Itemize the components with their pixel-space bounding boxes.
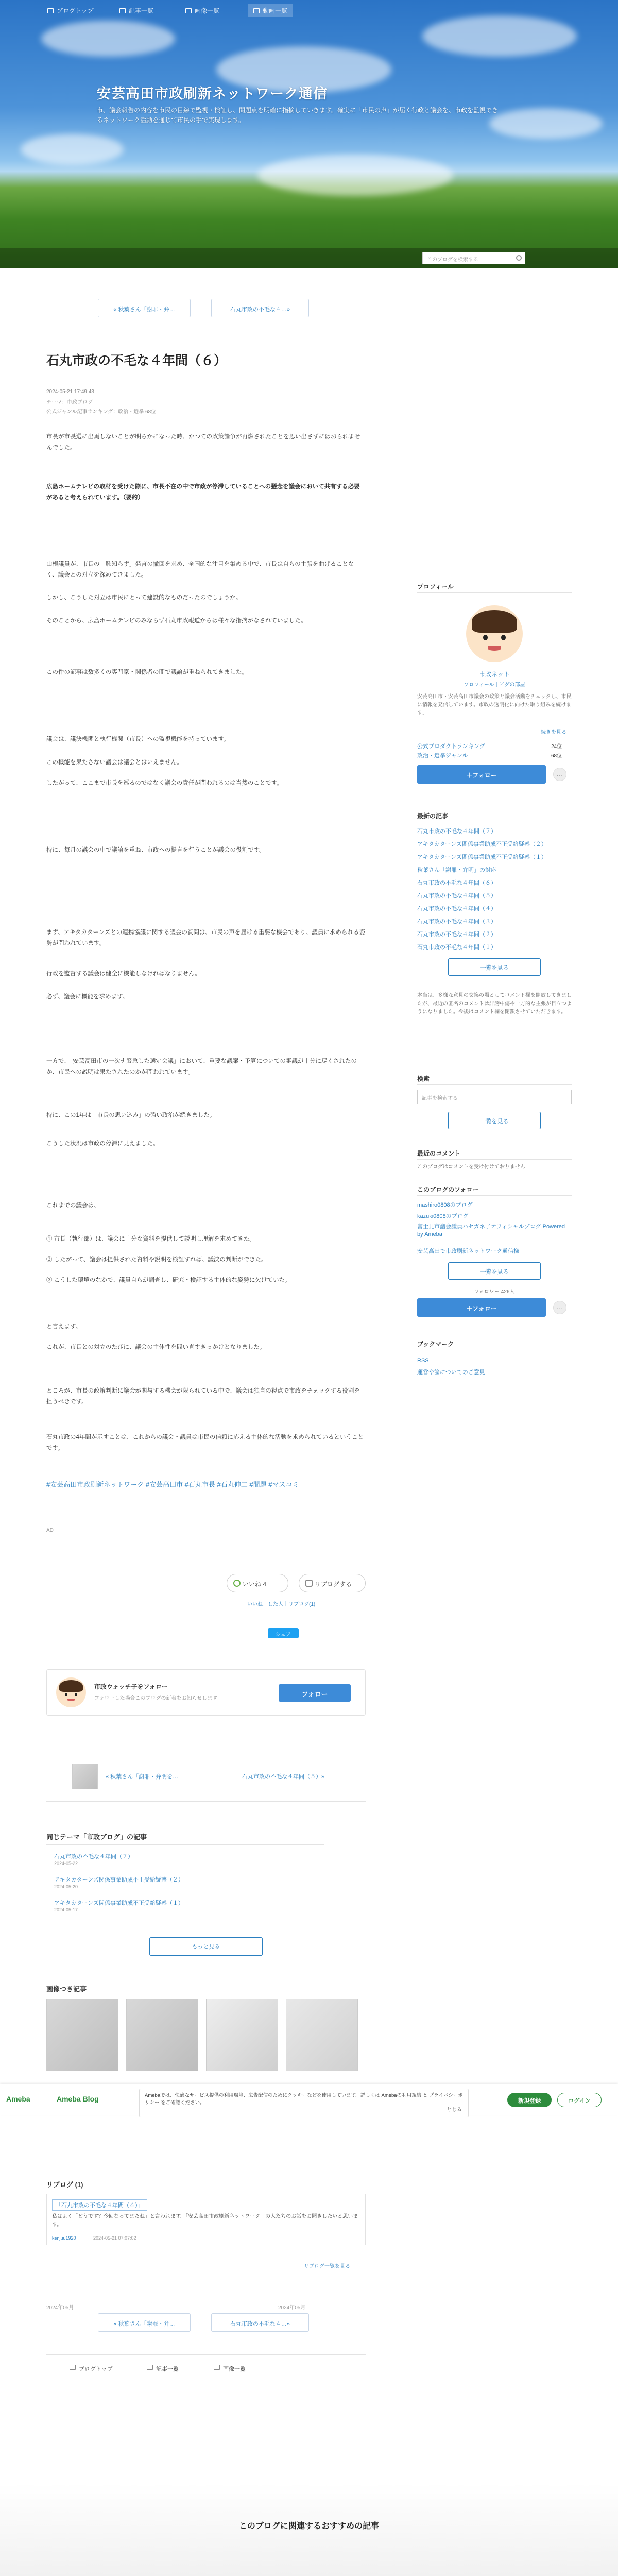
profile-avatar[interactable] [466,605,523,662]
next-article-button-bottom[interactable]: 石丸市政の不毛な４…» [211,2313,309,2332]
comment-notice: 本当は、多様な意見の交換の場としてコメント欄を開放してきましたが、最近の匿名のコメントは誹謗中傷や一方的な主張が目立つようになりました。今後はコメント欄を閉鎖させていただきます。 [417,993,572,1015]
follow-button[interactable]: フォロー [279,1684,351,1702]
article-paragraph: まず、アキタカターンズとの連携協議に関する議会の質問は、市民の声を届ける重要な機会であり、議員に求められる姿勢が問われています。 [46,929,365,947]
ranking-value: 24位 [551,744,562,750]
recommend-heading: このブログに関連するおすすめの記事 [238,2522,380,2531]
article-date: 2024-05-21 17:49:43 [46,389,94,395]
article-paragraph: ところが、市長の政策判断に議会が関与する機会が限られている中で、議会は独自の視点で市政をチェックする役割を担うべきです。 [46,1388,360,1405]
article-paragraph: 必ず、議会に機能を求めます。 [46,994,129,1000]
image-thumbnail[interactable] [46,1999,118,2071]
ranking-label[interactable]: 政治・選挙ジャンル [417,753,468,759]
related-item[interactable]: アキタカターンズ関係事業助成不正受給疑惑（１） [54,1900,184,1906]
article-paragraph: 特に、毎月の議会の中で議論を重ね、市政への提言を行うことが議会の役割です。 [46,847,265,853]
article-list-item: ① 市長（執行部）は、議会に十分な資料を提供して説明し理解を求めてきた。 [46,1236,255,1242]
article-paragraph: 石丸市政の4年間が示すことは、これからの議会・議員は市民の信頼に応える主体的な活動を求められているということです。 [46,1434,364,1452]
search-heading: 検索 [417,1075,430,1082]
article-paragraph: 議会は、議決機関と執行機関（市長）への監視機能を持っています。 [46,736,230,742]
bottom-nav-article-list[interactable]: 記事一覧 [147,2365,179,2373]
ranking-label[interactable]: 公式プロダクトランキング [417,743,485,750]
follow-list-heading: このブログのフォロー [417,1186,479,1193]
article-paragraph: 特に、この1年は「市長の思い込み」の強い政治が続きました。 [46,1112,216,1118]
article-paragraph: そのことから、広島ホームテレビのみならず石丸市政報道からは様々な指摘がなされていました。 [46,618,307,624]
related-item[interactable]: 石丸市政の不毛な４年間（７） [54,1854,133,1860]
article-list-item: ③ こうした環境のなかで、議員自らが調査し、研究・検証する主体的な姿勢に欠けていた。 [46,1277,291,1283]
article-paragraph: これまでの議会は、 [46,1202,100,1209]
bookmark-heading: ブックマーク [417,1341,454,1348]
reblog-item-author[interactable]: kenjuu1920 [52,2235,76,2241]
recent-article-link[interactable]: 石丸市政の不毛な４年間（２） [417,931,496,938]
related-more-button[interactable]: もっと見る [149,1937,263,1956]
follower-count: フォロワー 426人 [474,1289,515,1295]
prev-article-button-bottom[interactable]: « 秋葉さん「謝罪・弁… [98,2313,191,2332]
next-article-link[interactable]: 石丸市政の不毛な４年間（５）» [242,1774,325,1780]
follow-list-item[interactable]: mashiro0808のブログ [417,1202,473,1208]
recent-article-link[interactable]: アキタカターンズ関係事業助成不正受給疑惑（２） [417,841,547,848]
list-icon [119,8,126,13]
rss-link[interactable]: RSS [417,1358,429,1364]
home-icon [47,8,54,13]
blog-header [0,0,618,268]
reblog-icon [305,1580,313,1587]
like-reblog-links[interactable]: いいね！した人｜リブログ(1) [247,1602,316,1607]
more-options-button[interactable]: … [553,768,566,781]
recent-article-link[interactable]: 石丸市政の不毛な４年間（５） [417,893,496,899]
related-date: 2024-05-20 [54,1884,78,1889]
search-icon [516,255,522,261]
ad-label: AD [46,1528,54,1533]
reblog-item-text: 私はよく「どうです？今回なってまたね」と言われます。「安芸高田市政刷新ネットワーク」の人たちのお話をお聞きしたいと思います。 [52,2214,358,2228]
article-paragraph: と言えます。 [46,1324,82,1330]
related-date: 2024-05-22 [54,1861,78,1866]
related-item[interactable]: アキタカターンズ関係事業助成不正受給疑惑（２） [54,1877,184,1883]
next-date: 2024年05月 [278,2305,306,2311]
article-title: 石丸市政の不毛な４年間（６） [46,353,227,368]
sidebar-follow-button-2[interactable]: ＋フォロー [417,1298,546,1317]
follow-list-item[interactable]: kazuki0808のブログ [417,1213,469,1219]
site-description: 市、議会報告の内容を市民の目線で監視・検証し、問題点を明確に指摘していきます。確実に「市民の声」が届く行政と議会を、市政を監視できるネットワーク活動を通じて市民の手で実現します。 [97,107,499,124]
more-options-button[interactable]: … [553,1301,566,1314]
nav-video-list[interactable]: 動画一覧 [248,4,293,17]
profile-name[interactable]: 市政ネット [478,671,510,678]
image-thumbnail[interactable] [206,1999,278,2071]
recent-article-link[interactable]: 石丸市政の不毛な４年間（６） [417,880,496,886]
ranking-value: 68位 [551,753,562,759]
register-button[interactable]: 新規登録 [507,2093,552,2107]
blog-nav [0,248,618,268]
site-title[interactable]: 安芸高田市政刷新ネットワーク通信 [97,86,328,101]
home-icon [70,2365,76,2370]
reblog-item-date: 2024-05-21 07:07:02 [93,2235,136,2241]
article-ranking[interactable]: 公式ジャンル記事ランキング：政治・選挙 68位 [46,409,157,415]
image-thumbnail[interactable] [126,1999,198,2071]
article-paragraph: したがって、ここまで市長を巡るのではなく議会の責任が問われるのは当然のことです。 [46,780,283,786]
cookie-close-button[interactable]: とじる [447,2107,462,2113]
bottom-nav-image-list[interactable]: 画像一覧 [214,2365,246,2373]
bottom-nav-blog-top[interactable]: ブログトップ [70,2365,113,2373]
author-avatar [56,1677,86,1707]
recent-article-link[interactable]: アキタカターンズ関係事業助成不正受給疑惑（１） [417,854,547,860]
recent-more-button[interactable]: 一覧を見る [448,958,541,976]
prev-article-button[interactable]: « 秋葉さん「謝罪・弁… [98,299,191,317]
related-heading: 同じテーマ「市政ブログ」の記事 [46,1833,147,1841]
list-icon [147,2365,153,2370]
next-article-button[interactable]: 石丸市政の不毛な４…» [211,299,309,317]
article-paragraph: この件の記事は数多くの専門家・関係者の間で議論が重ねられてきました。 [46,669,248,675]
reblog-button[interactable]: リブログする [299,1574,366,1592]
follow-list-item[interactable]: 安芸高田で市政刷新ネットワーク通信様 [417,1248,519,1255]
article-paragraph: 山根議員が、市長の「恥知らず」発言の撤回を求め、全国的な注目を集める中で、市長は自らの主張を曲げることなく、議会との対立を深めてきました。 [46,561,354,579]
image-thumbnail[interactable] [286,1999,358,2071]
like-icon [233,1580,241,1587]
search-button[interactable]: 一覧を見る [448,1112,541,1129]
images-heading: 画像つき記事 [46,1985,87,1993]
reblog-item [46,2194,366,2245]
share-button[interactable]: シェア [268,1628,299,1638]
article-paragraph: 市長が市長選に出馬しないことが明らかになった時、かつての政策論争が再燃されたことを思い出さずにはおられませんでした。 [46,434,360,451]
nav-image-list[interactable]: 画像一覧 [185,6,219,15]
article-paragraph: しかし、こうした対立は市民にとって建設的なものだったのでしょうか。 [46,595,242,601]
article-paragraph: 一方で、「安芸高田市の一次ナ緊急した選定会議」において、重要な議案・予算についての審議が十分に尽くされたのか、市民への説明は果たされたのかが問われています。 [46,1058,357,1076]
article-list-item: ② したがって、議会は提供された資料や説明を検証すれば、議決の判断ができた。 [46,1257,267,1263]
recent-article-link[interactable]: 石丸市政の不毛な４年間（３） [417,919,496,925]
follow-card-desc: フォローした場合このブログの新着をお知らせします [94,1696,218,1701]
profile-more-link[interactable]: 続きを見る [541,730,566,735]
recent-article-link[interactable]: 秋葉さん「謝罪・弁明」の対応 [417,867,496,873]
follow-list-item[interactable]: 富士見市議会議員ハセガネ子オフィシャルブログ Powered by Ameba [417,1224,565,1238]
prev-date: 2024年05月 [46,2305,74,2311]
related-date: 2024-05-17 [54,1907,78,1912]
feedback-link[interactable]: 運営や論についてのご意見 [417,1369,485,1376]
profile-links[interactable]: プロフィール｜ピグの部屋 [464,682,525,688]
cookie-notice: Amebaでは、快適なサービス提供の利用環境、広告配信のためにクッキーなどを使用しています。詳しくは Amebaの利用規約 と プライバシーポリシー をご確認ください。 とじる [139,2089,469,2117]
nav-blog-top[interactable]: ブログトップ [47,6,94,15]
recent-article-link[interactable]: 石丸市政の不毛な４年間（４） [417,906,496,912]
recent-article-link[interactable]: 石丸市政の不毛な４年間（１） [417,944,496,951]
ameba-blog-logo[interactable]: Ameba Blog [57,2095,99,2103]
ameba-logo[interactable]: Ameba [6,2095,30,2103]
image-icon [185,8,192,13]
article-theme[interactable]: テーマ：市政ブログ [46,400,93,405]
prev-article-link[interactable]: « 秋葉さん「謝罪・弁明を… [106,1774,179,1780]
article-paragraph: 広島ホームテレビの取材を受けた際に、市長不在の中で市政が停滞していることへの懸念を議会において共有する必要があると考えられています。（要約） [46,484,360,501]
reblog-heading: リブログ (1) [46,2181,83,2189]
profile-description: 安芸高田市・安芸高田市議会の政策と議会活動をチェックし、市民に情報を発信しています。市政の透明化に向けた取り組みを続けます。 [417,694,572,716]
follow-card-title: 市政ウォッチ子をフォロー [94,1683,168,1690]
recent-article-link[interactable]: 石丸市政の不毛な４年間（７） [417,828,496,835]
login-button[interactable]: ログイン [557,2093,602,2107]
article-paragraph: これが、市長との対立のたびに、議会の主体性を問い直すきっかけとなりました。 [46,1344,266,1350]
sidebar-follow-button[interactable]: ＋フォロー [417,765,546,784]
reblog-list-link[interactable]: リブログ一覧を見る [304,2264,350,2269]
follow-list-more-button[interactable]: 一覧を見る [448,1262,541,1280]
cookie-consent-bar [0,2084,618,2115]
nav-article-list[interactable]: 記事一覧 [119,6,153,15]
blog-search-input[interactable]: このブログを検索する [422,252,525,264]
video-icon [253,8,260,13]
image-icon [214,2365,220,2370]
article-paragraph: この機能を果たさない議会は議会とはいえません。 [46,759,183,766]
article-paragraph: こうした状況は市政の停滞に見えました。 [46,1141,159,1147]
like-button[interactable]: いいね 4 [227,1574,288,1592]
comments-empty: このブログはコメントを受け付けておりません [417,1164,525,1170]
comments-heading: 最近のコメント [417,1150,461,1157]
hashtag-list[interactable]: #安芸高田市政刷新ネットワーク #安芸高田市 #石丸市長 #石丸伸二 #間題 #マスコミ [46,1481,299,1488]
follow-card [46,1669,366,1716]
profile-heading: プロフィール [417,583,454,590]
recent-heading: 最新の記事 [417,812,449,820]
sidebar-search-input[interactable]: 記事を検索する [417,1090,572,1104]
prev-article-thumbnail[interactable] [72,1764,98,1789]
reblog-item-title[interactable]: 「石丸市政の不毛な４年間（６）」 [52,2199,147,2211]
article-paragraph: 行政を監督する議会は健全に機能しなければなりません。 [46,971,201,977]
